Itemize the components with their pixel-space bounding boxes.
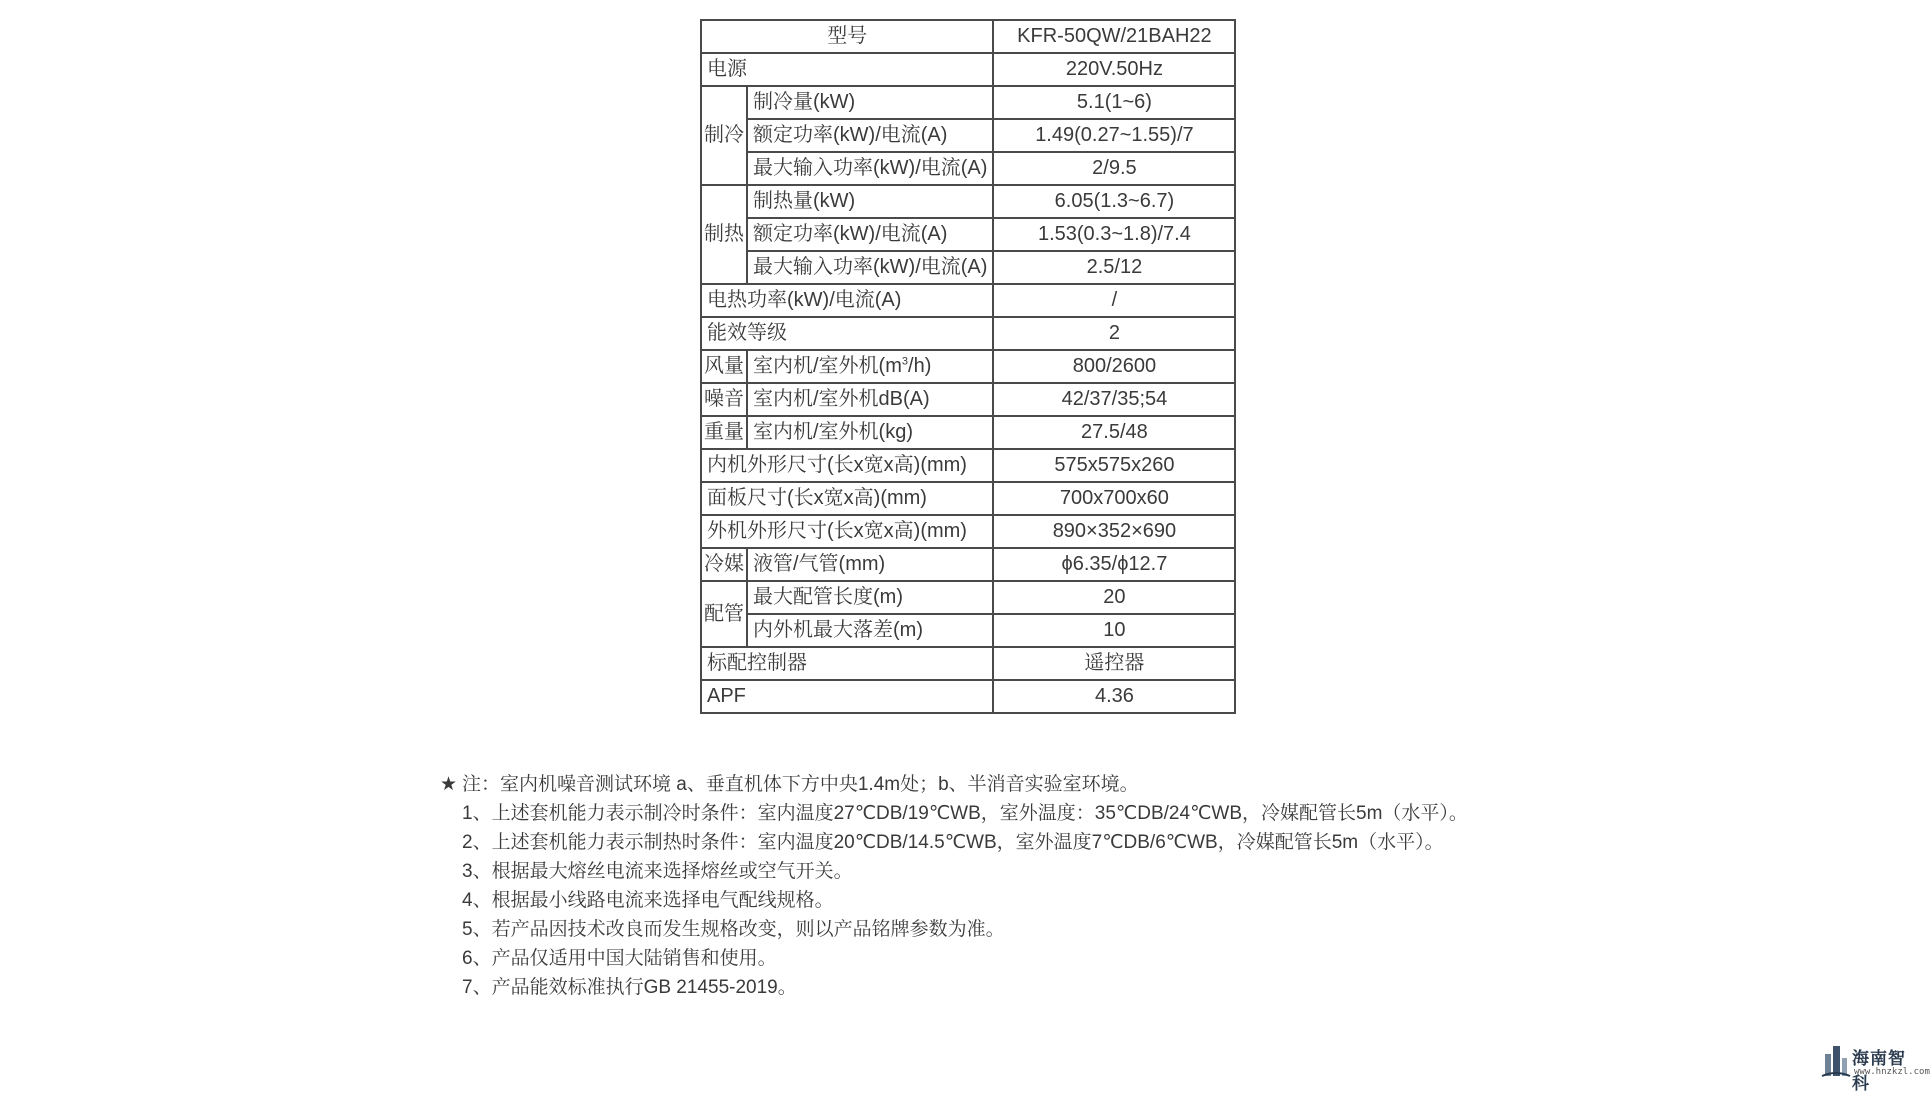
electric-heat-label: 电热功率(kW)/电流(A)	[701, 284, 993, 317]
cooling-max-value: 2/9.5	[993, 152, 1235, 185]
notes-section	[440, 770, 1468, 1002]
refrigerant-group-label: 冷媒	[701, 548, 747, 581]
power-supply-label: 电源	[701, 53, 993, 86]
spec-table	[700, 19, 1236, 714]
cooling-rated-label: 额定功率(kW)/电流(A)	[747, 119, 993, 152]
table-row-heating-rated	[701, 218, 1235, 251]
table-row-cooling-rated	[701, 119, 1235, 152]
logo-name: 海南智科	[1852, 1049, 1906, 1093]
weight-value: 27.5/48	[993, 416, 1235, 449]
heating-max-value: 2.5/12	[993, 251, 1235, 284]
note-item: 4、根据最小线路电流来选择电气配线规格。	[462, 890, 834, 911]
note-item: 5、若产品因技术改良而发生规格改变，则以产品铭牌参数为准。	[462, 919, 1005, 940]
pipe-length-label: 最大配管长度(m)	[747, 581, 993, 614]
table-row-pipe-length	[701, 581, 1235, 614]
table-row-weight	[701, 416, 1235, 449]
pipe-length-value: 20	[993, 581, 1235, 614]
cooling-capacity-value: 5.1(1~6)	[993, 86, 1235, 119]
refrigerant-value: ϕ6.35/ϕ12.7	[993, 548, 1235, 581]
note-item: 3、根据最大熔丝电流来选择熔丝或空气开关。	[462, 861, 853, 882]
heating-group-label: 制热	[701, 185, 747, 284]
outdoor-size-label: 外机外形尺寸(长x宽x高)(mm)	[701, 515, 993, 548]
note-item: 1、上述套机能力表示制冷时条件：室内温度27℃DB/19℃WB，室外温度：35℃DB/24℃WB，冷媒配管长5m（水平）。	[462, 803, 1468, 824]
controller-label: 标配控制器	[701, 647, 993, 680]
table-row-heating-capacity	[701, 185, 1235, 218]
table-row-pipe-drop	[701, 614, 1235, 647]
airflow-value: 800/2600	[993, 350, 1235, 383]
note-item: 2、上述套机能力表示制热时条件：室内温度20℃DB/14.5℃WB，室外温度7℃DB/6℃WB，冷媒配管长5m（水平）。	[462, 832, 1444, 853]
apf-label: APF	[701, 680, 993, 713]
table-row-electric-heat	[701, 284, 1235, 317]
panel-size-value: 700x700x60	[993, 482, 1235, 515]
controller-value: 遥控器	[993, 647, 1235, 680]
noise-value: 42/37/35;54	[993, 383, 1235, 416]
apf-value: 4.36	[993, 680, 1235, 713]
energy-grade-value: 2	[993, 317, 1235, 350]
table-row-controller	[701, 647, 1235, 680]
airflow-label-prefix: 室内机/室外机(m	[753, 355, 902, 377]
table-row-apf	[701, 680, 1235, 713]
pipe-drop-label: 内外机最大落差(m)	[747, 614, 993, 647]
cooling-capacity-label: 制冷量(kW)	[747, 86, 993, 119]
model-label: 型号	[701, 20, 993, 53]
cooling-group-label: 制冷	[701, 86, 747, 185]
table-row-noise	[701, 383, 1235, 416]
indoor-size-label: 内机外形尺寸(长x宽x高)(mm)	[701, 449, 993, 482]
power-supply-value: 220V.50Hz	[993, 53, 1235, 86]
table-row-energy-grade	[701, 317, 1235, 350]
building-icon	[1822, 1040, 1850, 1080]
notes-intro: 注：室内机噪音测试环境 a、垂直机体下方中央1.4m处；b、半消音实验室环境。	[462, 774, 1139, 795]
heating-max-label: 最大输入功率(kW)/电流(A)	[747, 251, 993, 284]
noise-label: 室内机/室外机dB(A)	[747, 383, 993, 416]
logo-url: www.hnzkzl.com	[1854, 1067, 1930, 1077]
note-item: 7、产品能效标准执行GB 21455-2019。	[462, 977, 797, 998]
table-row-model	[701, 20, 1235, 53]
refrigerant-label: 液管/气管(mm)	[747, 548, 993, 581]
table-row-indoor-size	[701, 449, 1235, 482]
model-value: KFR-50QW/21BAH22	[993, 20, 1235, 53]
cooling-max-label: 最大输入功率(kW)/电流(A)	[747, 152, 993, 185]
cooling-rated-value: 1.49(0.27~1.55)/7	[993, 119, 1235, 152]
panel-size-label: 面板尺寸(长x宽x高)(mm)	[701, 482, 993, 515]
star-icon: ★	[440, 774, 458, 795]
weight-group-label: 重量	[701, 416, 747, 449]
piping-group-label: 配管	[701, 581, 747, 647]
heating-capacity-label: 制热量(kW)	[747, 185, 993, 218]
table-row-panel-size	[701, 482, 1235, 515]
table-row-heating-max	[701, 251, 1235, 284]
table-row-power-supply	[701, 53, 1235, 86]
indoor-size-value: 575x575x260	[993, 449, 1235, 482]
table-row-cooling-max	[701, 152, 1235, 185]
airflow-label-suffix: /h)	[908, 355, 932, 377]
note-item: 6、产品仅适用中国大陆销售和使用。	[462, 948, 777, 969]
outdoor-size-value: 890×352×690	[993, 515, 1235, 548]
airflow-group-label: 风量	[701, 350, 747, 383]
airflow-label-sup: 3	[901, 355, 909, 368]
weight-label: 室内机/室外机(kg)	[747, 416, 993, 449]
noise-group-label: 噪音	[701, 383, 747, 416]
airflow-label	[747, 350, 993, 383]
watermark-logo	[1822, 1040, 1930, 1093]
heating-rated-value: 1.53(0.3~1.8)/7.4	[993, 218, 1235, 251]
notes-intro-line	[440, 770, 1468, 799]
energy-grade-label: 能效等级	[701, 317, 993, 350]
electric-heat-value: /	[993, 284, 1235, 317]
table-row-airflow	[701, 350, 1235, 383]
table-row-cooling-capacity	[701, 86, 1235, 119]
pipe-drop-value: 10	[993, 614, 1235, 647]
heating-capacity-value: 6.05(1.3~6.7)	[993, 185, 1235, 218]
table-row-refrigerant	[701, 548, 1235, 581]
table-row-outdoor-size	[701, 515, 1235, 548]
heating-rated-label: 额定功率(kW)/电流(A)	[747, 218, 993, 251]
